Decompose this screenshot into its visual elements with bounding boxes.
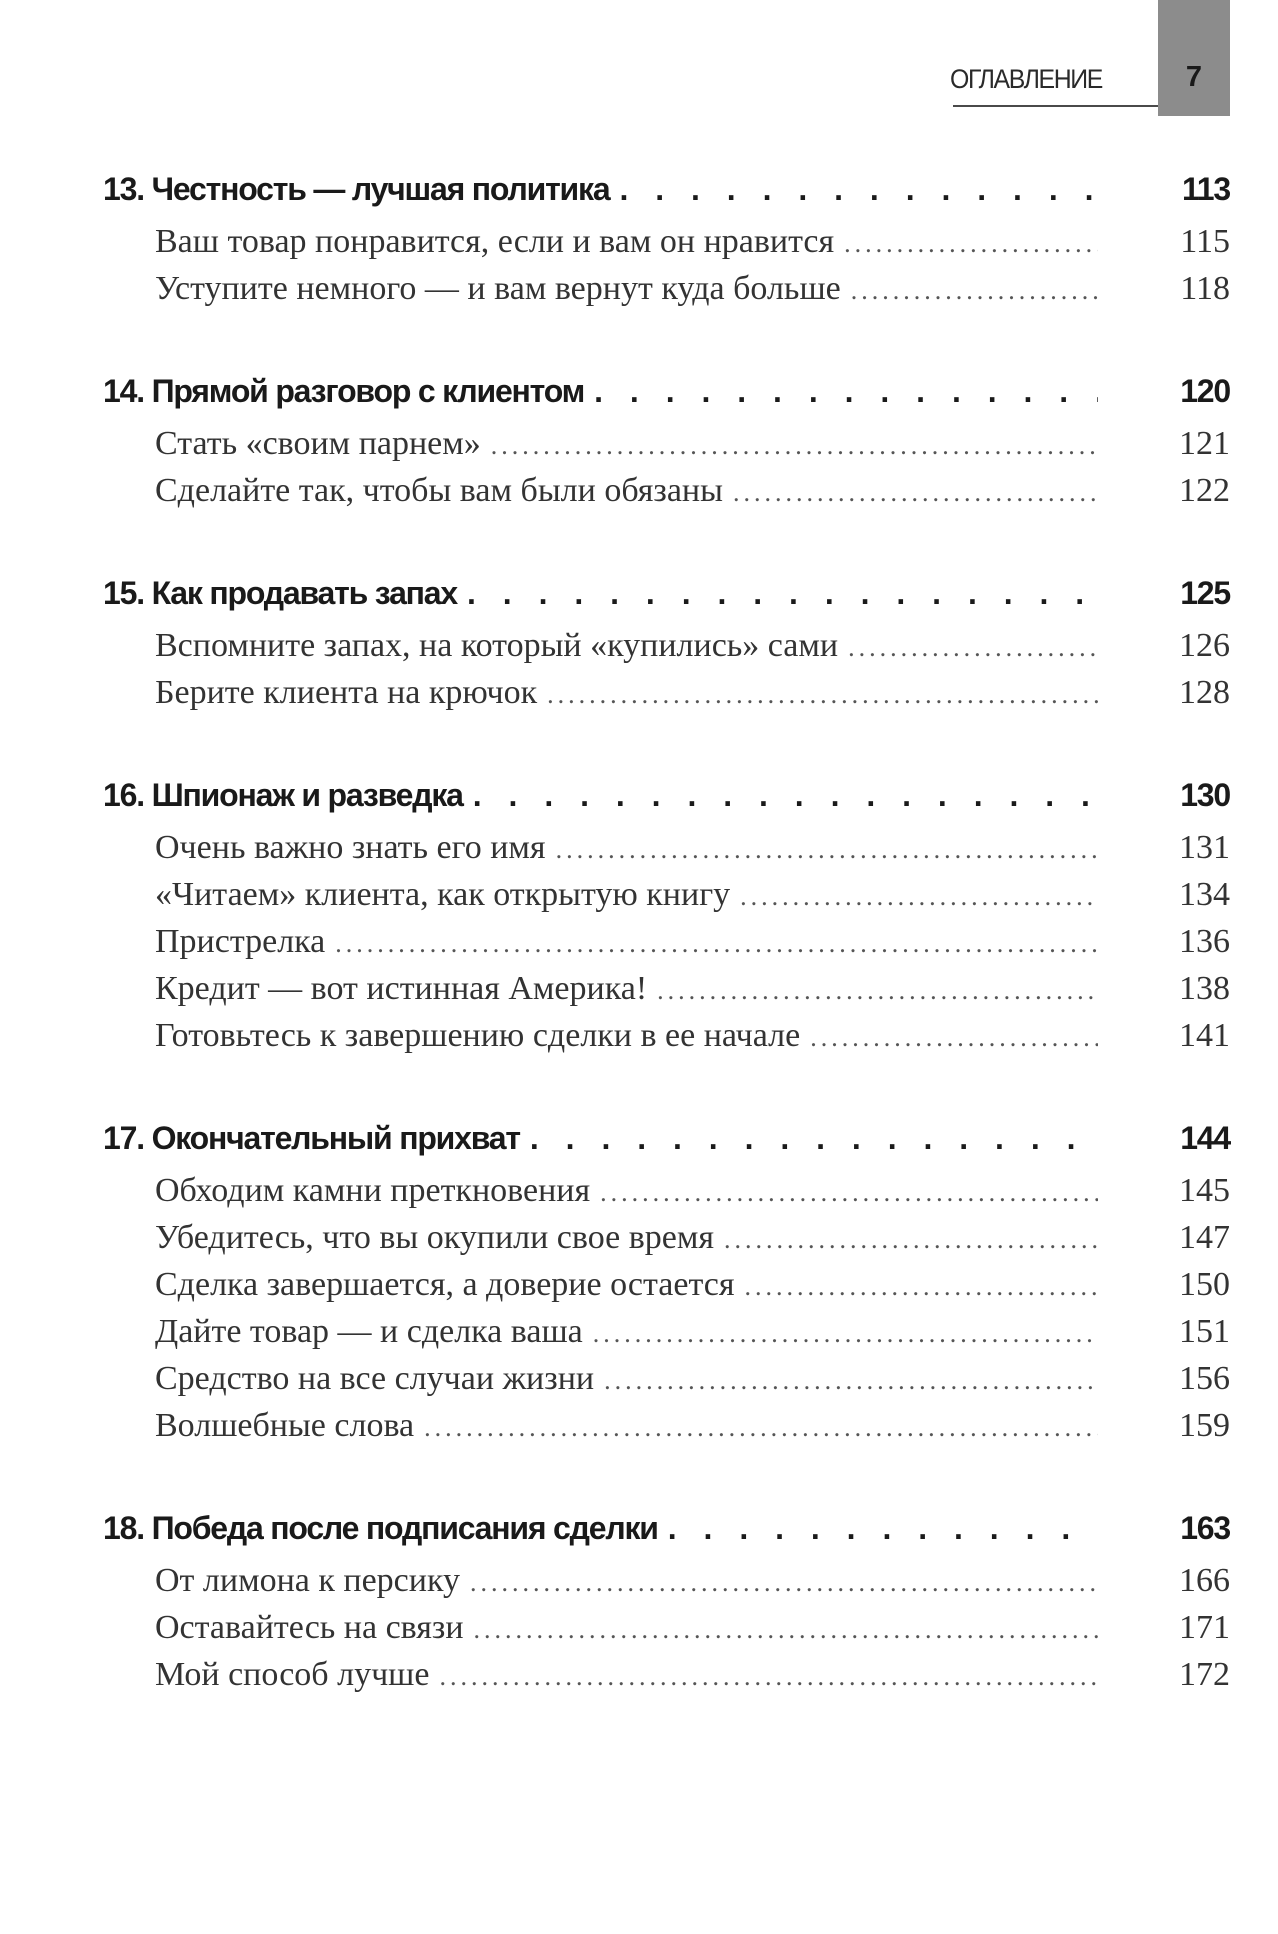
section-title: Средство на все случаи жизни bbox=[155, 1360, 595, 1397]
section-page: 151 bbox=[1179, 1313, 1230, 1350]
dot-leader bbox=[733, 469, 1098, 516]
section-title: Обходим камни преткновения bbox=[155, 1172, 591, 1209]
section-page: 166 bbox=[1179, 1562, 1230, 1599]
page-number-tab bbox=[1158, 0, 1230, 116]
section-page: 172 bbox=[1179, 1656, 1230, 1693]
section-row[interactable] bbox=[103, 871, 1230, 918]
section-title: Оставайтесь на связи bbox=[155, 1609, 464, 1646]
section-title: Уступите немного — и вам вернут куда больше bbox=[155, 270, 841, 307]
chapter-title: 17. Окончательный прихват bbox=[103, 1120, 520, 1156]
section-row[interactable] bbox=[103, 1557, 1230, 1604]
running-head-label: ОГЛАВЛЕНИЕ bbox=[950, 64, 1102, 94]
section-page: 121 bbox=[1179, 425, 1230, 462]
chapter-page: 163 bbox=[1180, 1510, 1230, 1546]
dot-leader bbox=[473, 766, 1098, 824]
chapter-title: 13. Честность — лучшая политика bbox=[103, 171, 610, 207]
section-page: 128 bbox=[1179, 674, 1230, 711]
dot-leader bbox=[491, 422, 1098, 469]
chapter-17 bbox=[103, 1109, 1230, 1449]
dot-leader bbox=[556, 826, 1098, 873]
section-title: Волшебные слова bbox=[155, 1407, 415, 1444]
section-title: Ваш товар понравится, если и вам он нравится bbox=[155, 223, 835, 260]
section-row[interactable] bbox=[103, 1261, 1230, 1308]
chapter-title: 16. Шпионаж и разведка bbox=[103, 777, 463, 813]
dot-leader bbox=[724, 1216, 1098, 1263]
section-page: 131 bbox=[1179, 829, 1230, 866]
dot-leader bbox=[604, 1357, 1098, 1404]
section-title: Сделка завершается, а доверие остается bbox=[155, 1266, 735, 1303]
section-title: «Читаем» клиента, как открытую книгу bbox=[155, 876, 731, 913]
dot-leader bbox=[600, 1169, 1098, 1216]
section-row[interactable] bbox=[103, 824, 1230, 871]
dot-leader bbox=[848, 624, 1098, 671]
section-title: Мой способ лучше bbox=[155, 1656, 430, 1693]
section-page: 159 bbox=[1179, 1407, 1230, 1444]
dot-leader bbox=[619, 160, 1098, 218]
dot-leader bbox=[740, 873, 1098, 920]
table-of-contents bbox=[103, 160, 1230, 1748]
section-row[interactable] bbox=[103, 1167, 1230, 1214]
section-page: 138 bbox=[1179, 970, 1230, 1007]
chapter-title: 15. Как продавать запах bbox=[103, 575, 457, 611]
dot-leader bbox=[530, 1109, 1098, 1167]
page-header bbox=[0, 0, 1278, 140]
section-row[interactable] bbox=[103, 1651, 1230, 1698]
chapter-14 bbox=[103, 362, 1230, 514]
dot-leader bbox=[844, 220, 1098, 267]
chapter-15 bbox=[103, 564, 1230, 716]
section-row[interactable] bbox=[103, 965, 1230, 1012]
section-title: Убедитесь, что вы окупили свое время bbox=[155, 1219, 715, 1256]
section-title: Берите клиента на крючок bbox=[155, 674, 538, 711]
section-row[interactable] bbox=[103, 1012, 1230, 1059]
chapter-page: 113 bbox=[1181, 171, 1230, 207]
dot-leader bbox=[851, 267, 1098, 314]
dot-leader bbox=[744, 1263, 1098, 1310]
section-page: 136 bbox=[1179, 923, 1230, 960]
dot-leader bbox=[810, 1014, 1098, 1061]
section-page: 150 bbox=[1179, 1266, 1230, 1303]
chapter-page: 130 bbox=[1180, 777, 1230, 813]
section-row[interactable] bbox=[103, 669, 1230, 716]
section-row[interactable] bbox=[103, 1355, 1230, 1402]
section-row[interactable] bbox=[103, 1402, 1230, 1449]
section-title: Кредит — вот истинная Америка! bbox=[155, 970, 648, 1007]
section-page: 141 bbox=[1179, 1017, 1230, 1054]
section-row[interactable] bbox=[103, 265, 1230, 312]
section-title: Очень важно знать его имя bbox=[155, 829, 546, 866]
dot-leader bbox=[547, 671, 1098, 718]
section-title: Пристрелка bbox=[155, 923, 326, 960]
section-title: Сделайте так, чтобы вам были обязаны bbox=[155, 472, 723, 509]
chapter-page: 144 bbox=[1180, 1120, 1230, 1156]
section-row[interactable] bbox=[103, 218, 1230, 265]
section-row[interactable] bbox=[103, 467, 1230, 514]
section-title: Дайте товар — и сделка ваша bbox=[155, 1313, 583, 1350]
section-page: 118 bbox=[1180, 270, 1230, 307]
section-row[interactable] bbox=[103, 1308, 1230, 1355]
dot-leader bbox=[668, 1499, 1098, 1557]
dot-leader bbox=[593, 1310, 1098, 1357]
dot-leader bbox=[474, 1606, 1098, 1653]
chapter-16 bbox=[103, 766, 1230, 1059]
section-row[interactable] bbox=[103, 622, 1230, 669]
chapter-title-row[interactable] bbox=[103, 160, 1230, 218]
dot-leader bbox=[467, 564, 1098, 622]
section-page: 147 bbox=[1179, 1219, 1230, 1256]
chapter-title: 14. Прямой разговор с клиентом bbox=[103, 373, 585, 409]
section-row[interactable] bbox=[103, 918, 1230, 965]
section-title: Готовьтесь к завершению сделки в ее начале bbox=[155, 1017, 801, 1054]
section-title: Вспомните запах, на который «купились» сами bbox=[155, 627, 839, 664]
chapter-title-row[interactable] bbox=[103, 1109, 1230, 1167]
section-page: 134 bbox=[1179, 876, 1230, 913]
section-row[interactable] bbox=[103, 1214, 1230, 1261]
chapter-title-row[interactable] bbox=[103, 766, 1230, 824]
dot-leader bbox=[335, 920, 1098, 967]
section-page: 126 bbox=[1179, 627, 1230, 664]
section-row[interactable] bbox=[103, 1604, 1230, 1651]
dot-leader bbox=[657, 967, 1098, 1014]
dot-leader bbox=[470, 1559, 1098, 1606]
chapter-page: 125 bbox=[1180, 575, 1230, 611]
section-page: 122 bbox=[1179, 472, 1230, 509]
section-page: 171 bbox=[1179, 1609, 1230, 1646]
dot-leader bbox=[594, 362, 1098, 420]
chapter-page: 120 bbox=[1180, 373, 1230, 409]
chapter-title-row[interactable] bbox=[103, 1499, 1230, 1557]
page-number: 7 bbox=[1185, 61, 1203, 93]
chapter-title-row[interactable] bbox=[103, 564, 1230, 622]
section-page: 156 bbox=[1179, 1360, 1230, 1397]
dot-leader bbox=[439, 1653, 1098, 1700]
chapter-13 bbox=[103, 160, 1230, 312]
section-page: 115 bbox=[1180, 223, 1230, 260]
section-page: 145 bbox=[1179, 1172, 1230, 1209]
section-row[interactable] bbox=[103, 420, 1230, 467]
chapter-title-row[interactable] bbox=[103, 362, 1230, 420]
section-title: Стать «своим парнем» bbox=[155, 425, 481, 462]
chapter-18 bbox=[103, 1499, 1230, 1698]
section-title: От лимона к персику bbox=[155, 1562, 461, 1599]
chapter-title: 18. Победа после подписания сделки bbox=[103, 1510, 658, 1546]
dot-leader bbox=[424, 1404, 1098, 1451]
